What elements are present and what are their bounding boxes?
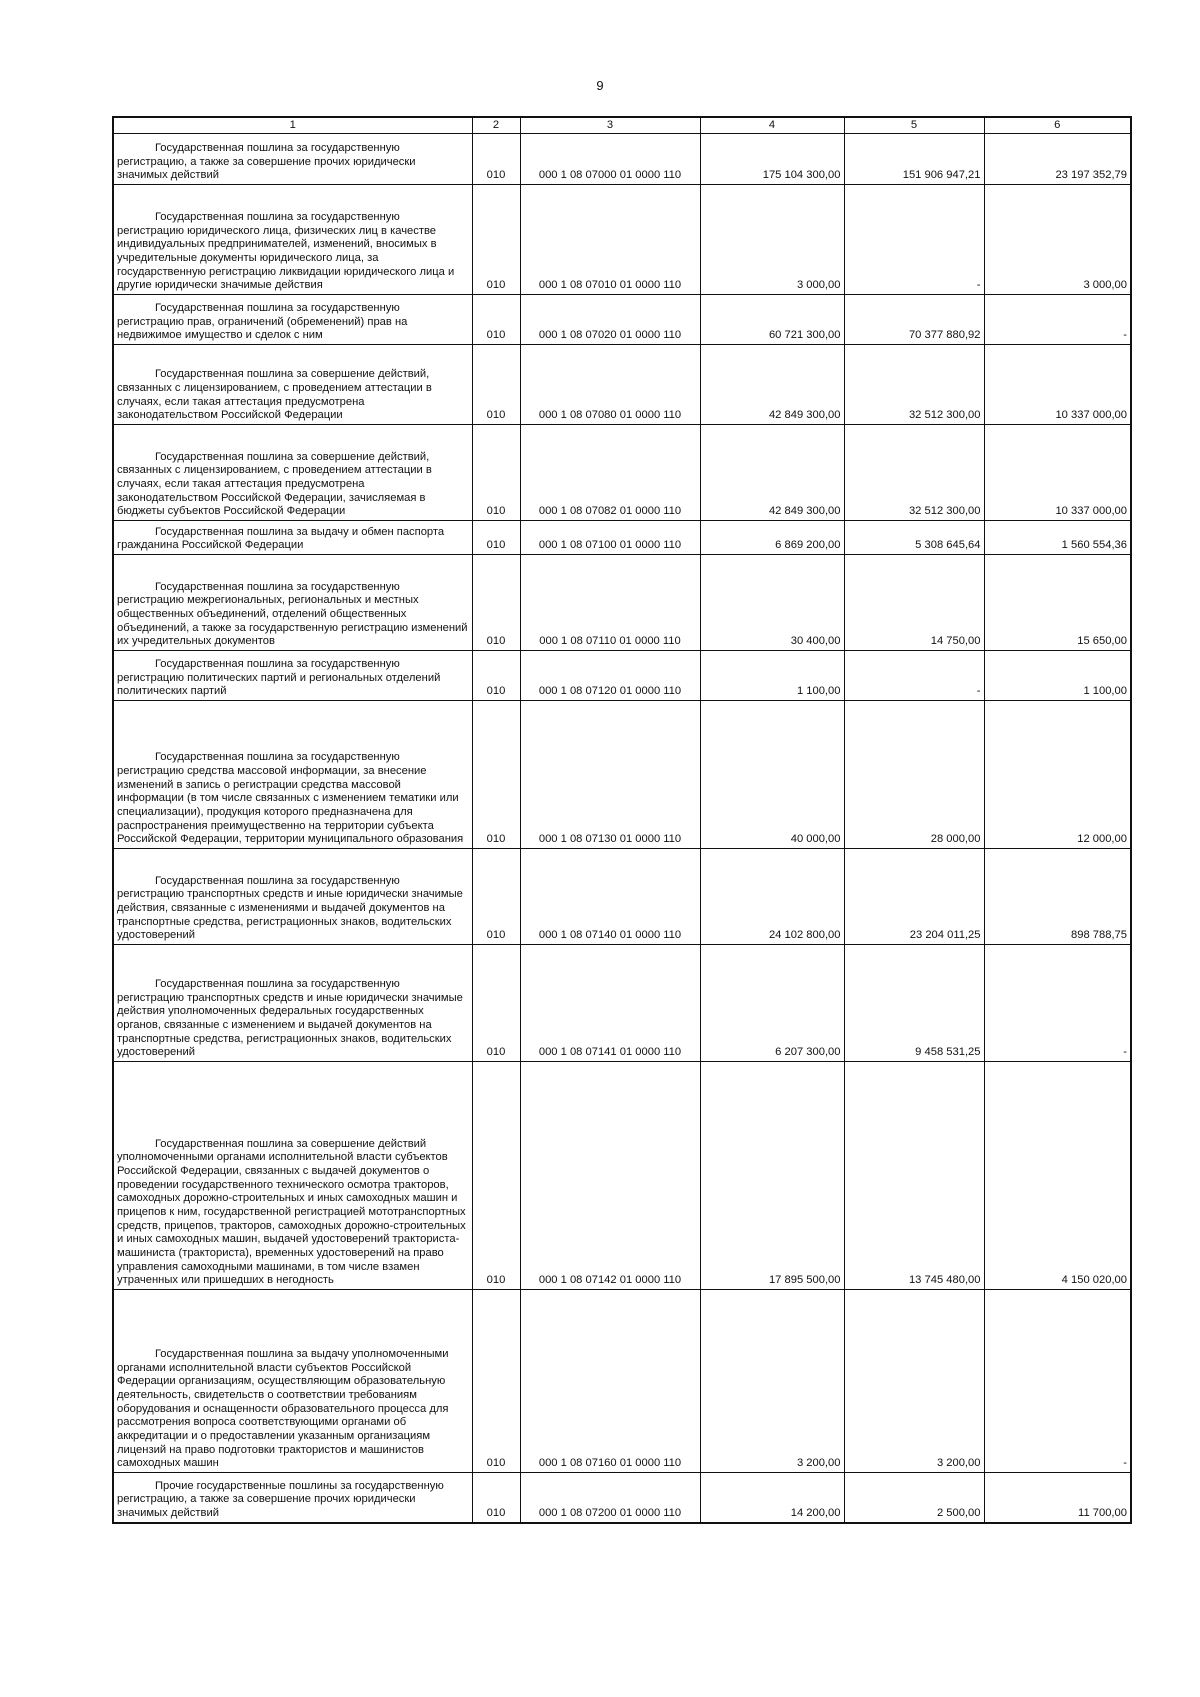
row-name-cell [113, 295, 472, 345]
row-col6-cell: 898 788,75 [984, 849, 1131, 945]
row-col6-cell: 1 100,00 [984, 651, 1131, 701]
table-row [113, 651, 1131, 701]
row-name-cell [113, 1290, 472, 1473]
row-col5-cell: 23 204 011,25 [844, 849, 984, 945]
row-col6-cell: 3 000,00 [984, 185, 1131, 295]
row-kbk-cell: 000 1 08 07120 01 0000 110 [520, 651, 700, 701]
row-name-text: Государственная пошлина за совершение действий, связанных с лицензированием, с проведением аттестации в случаях, если такая аттестация предусмотрена законодательством Российской Федерации [117, 368, 432, 422]
row-col4-cell: 17 895 500,00 [700, 1062, 844, 1290]
row-col4-cell: 14 200,00 [700, 1473, 844, 1523]
row-name-text: Государственная пошлина за государственную регистрацию, а также за совершение прочих юридически значимых действий [117, 142, 416, 182]
table-row [113, 1290, 1131, 1473]
row-kbk-cell: 000 1 08 07020 01 0000 110 [520, 295, 700, 345]
row-kbk-cell: 000 1 08 07082 01 0000 110 [520, 425, 700, 521]
column-header-6: 6 [984, 117, 1131, 134]
row-col5-cell: 5 308 645,64 [844, 521, 984, 555]
row-col5-cell: 14 750,00 [844, 555, 984, 651]
row-col6-cell: 15 650,00 [984, 555, 1131, 651]
column-header-5: 5 [844, 117, 984, 134]
row-name-cell [113, 1062, 472, 1290]
row-kbk-cell: 000 1 08 07110 01 0000 110 [520, 555, 700, 651]
table-row [113, 1062, 1131, 1290]
table-row [113, 1473, 1131, 1523]
row-col6-cell: - [984, 945, 1131, 1062]
row-name-text: Государственная пошлина за государственную регистрацию межрегиональных, региональных и местных общественных объединений, отделений общественных объединений, а также за государственную регистрацию изменений их учредительных документов [117, 580, 468, 648]
row-code-cell: 010 [472, 1290, 520, 1473]
row-name-cell [113, 945, 472, 1062]
row-code-cell: 010 [472, 185, 520, 295]
row-col4-cell: 6 207 300,00 [700, 945, 844, 1062]
row-kbk-cell: 000 1 08 07100 01 0000 110 [520, 521, 700, 555]
row-name-text: Государственная пошлина за совершение действий, связанных с лицензированием, с проведением аттестации в случаях, если такая аттестация предусмотрена законодательством Российской Федерации, зачисляемая в бюджеты субъектов Российской Федерации [117, 450, 432, 518]
column-header-2: 2 [472, 117, 520, 134]
row-kbk-cell: 000 1 08 07080 01 0000 110 [520, 345, 700, 425]
row-col4-cell: 6 869 200,00 [700, 521, 844, 555]
row-col6-cell: 10 337 000,00 [984, 425, 1131, 521]
table-row [113, 701, 1131, 849]
row-col5-cell: 9 458 531,25 [844, 945, 984, 1062]
table-row [113, 295, 1131, 345]
row-kbk-cell: 000 1 08 07000 01 0000 110 [520, 134, 700, 185]
row-kbk-cell: 000 1 08 07142 01 0000 110 [520, 1062, 700, 1290]
row-col4-cell: 42 849 300,00 [700, 425, 844, 521]
column-header-3: 3 [520, 117, 700, 134]
row-name-text: Государственная пошлина за государственную регистрацию юридического лица, физических лиц в качестве индивидуальных предпринимателей, изменений, вносимых в учредительные документы юридического лица, за государственную регистрацию ликвидации юридического лица и другие юридически значимые действия [117, 211, 455, 292]
row-col5-cell: 32 512 300,00 [844, 425, 984, 521]
row-name-text: Государственная пошлина за государственную регистрацию транспортных средств и иные юридически значимые действия уполномоченных федеральных государственных органов, связанные с изменением и выдачей документов на транспортные средства, регистрационных знаков, водительских удостоверений [117, 978, 463, 1059]
row-col6-cell: 1 560 554,36 [984, 521, 1131, 555]
row-name-cell [113, 521, 472, 555]
row-col4-cell: 24 102 800,00 [700, 849, 844, 945]
row-kbk-cell: 000 1 08 07160 01 0000 110 [520, 1290, 700, 1473]
row-name-cell [113, 651, 472, 701]
row-col4-cell: 30 400,00 [700, 555, 844, 651]
row-name-text: Государственная пошлина за государственную регистрацию средства массовой информации, за внесение изменений в запись о регистрации средства массовой информации (в том числе связанных с изменением тематики или специализации), продукция которого предназначена для распространения преимущественно на территории субъекта Российской Федерации, территории муниципального образования [117, 751, 464, 846]
row-code-cell: 010 [472, 521, 520, 555]
row-col6-cell: - [984, 1290, 1131, 1473]
row-name-cell [113, 425, 472, 521]
row-kbk-cell: 000 1 08 07141 01 0000 110 [520, 945, 700, 1062]
row-col5-cell: 151 906 947,21 [844, 134, 984, 185]
row-col5-cell: 2 500,00 [844, 1473, 984, 1523]
row-code-cell: 010 [472, 555, 520, 651]
column-header-1: 1 [113, 117, 472, 134]
row-kbk-cell: 000 1 08 07140 01 0000 110 [520, 849, 700, 945]
table-row [113, 521, 1131, 555]
row-col6-cell: 12 000,00 [984, 701, 1131, 849]
row-col6-cell: 11 700,00 [984, 1473, 1131, 1523]
table-row [113, 555, 1131, 651]
row-col5-cell: 28 000,00 [844, 701, 984, 849]
row-code-cell: 010 [472, 1473, 520, 1523]
row-name-cell [113, 555, 472, 651]
row-col4-cell: 3 200,00 [700, 1290, 844, 1473]
row-name-text: Государственная пошлина за выдачу уполномоченными органами исполнительной власти субъектов Российской Федерации организациям, осуществляющим образовательную деятельность, свидетельств о соответствии требованиям оборудования и оснащенности образовательного процесса для рассмотрения вопроса соответствующими органами об аккредитации и о предоставлении указанным организациям лицензий на право подготовки трактористов и машинистов самоходных машин [117, 1348, 449, 1470]
row-col6-cell: 23 197 352,79 [984, 134, 1131, 185]
table-row [113, 134, 1131, 185]
page-number: 9 [596, 78, 604, 93]
row-col4-cell: 42 849 300,00 [700, 345, 844, 425]
revenue-table [112, 116, 1132, 1524]
row-col5-cell: 70 377 880,92 [844, 295, 984, 345]
row-code-cell: 010 [472, 425, 520, 521]
row-col5-cell: - [844, 185, 984, 295]
row-col5-cell: 3 200,00 [844, 1290, 984, 1473]
row-col5-cell: 13 745 480,00 [844, 1062, 984, 1290]
row-name-cell [113, 134, 472, 185]
table-row [113, 849, 1131, 945]
row-code-cell: 010 [472, 134, 520, 185]
row-col4-cell: 175 104 300,00 [700, 134, 844, 185]
row-name-text: Государственная пошлина за государственную регистрацию прав, ограничений (обременений) прав на недвижимое имущество и сделок с ним [117, 302, 408, 342]
column-header-4: 4 [700, 117, 844, 134]
table-row [113, 185, 1131, 295]
row-name-cell [113, 701, 472, 849]
row-name-cell [113, 345, 472, 425]
row-col4-cell: 3 000,00 [700, 185, 844, 295]
row-name-text: Государственная пошлина за государственную регистрацию транспортных средств и иные юридически значимые действия, связанные с изменениями и выдачей документов на транспортные средства, регистрационных знаков, водительских удостоверений [117, 874, 463, 942]
row-code-cell: 010 [472, 295, 520, 345]
row-col6-cell: 10 337 000,00 [984, 345, 1131, 425]
row-code-cell: 010 [472, 1062, 520, 1290]
row-code-cell: 010 [472, 849, 520, 945]
row-col5-cell: - [844, 651, 984, 701]
table-row [113, 345, 1131, 425]
table-row [113, 425, 1131, 521]
table-header-row [113, 117, 1131, 134]
row-col6-cell: 4 150 020,00 [984, 1062, 1131, 1290]
row-col4-cell: 60 721 300,00 [700, 295, 844, 345]
row-name-text: Государственная пошлина за выдачу и обмен паспорта гражданина Российской Федерации [117, 525, 445, 552]
row-name-text: Государственная пошлина за совершение действий уполномоченными органами исполнительной власти субъектов Российской Федерации, связанных с выдачей документов о проведении государственного технического осмотра тракторов, самоходных дорожно-строительных и иных самоходных машин и прицепов к ним, государственной регистрацией мототранспортных средств, прицепов, тракторов, самоходных дорожно-строительных и иных самоходных машин, выдачей удостоверений тракториста-машиниста (тракториста), временных удостоверений на право управления самоходными машинами, в том числе взамен утраченных или пришедших в негодность [117, 1137, 466, 1287]
row-code-cell: 010 [472, 701, 520, 849]
table-row [113, 945, 1131, 1062]
row-col5-cell: 32 512 300,00 [844, 345, 984, 425]
row-code-cell: 010 [472, 651, 520, 701]
row-kbk-cell: 000 1 08 07200 01 0000 110 [520, 1473, 700, 1523]
row-kbk-cell: 000 1 08 07010 01 0000 110 [520, 185, 700, 295]
row-name-text: Государственная пошлина за государственную регистрацию политических партий и региональных отделений политических партий [117, 658, 441, 698]
row-col4-cell: 1 100,00 [700, 651, 844, 701]
row-col4-cell: 40 000,00 [700, 701, 844, 849]
row-name-text: Прочие государственные пошлины за государственную регистрацию, а также за совершение прочих юридически значимых действий [117, 1479, 444, 1519]
row-code-cell: 010 [472, 945, 520, 1062]
row-kbk-cell: 000 1 08 07130 01 0000 110 [520, 701, 700, 849]
row-code-cell: 010 [472, 345, 520, 425]
row-col6-cell: - [984, 295, 1131, 345]
row-name-cell [113, 1473, 472, 1523]
row-name-cell [113, 185, 472, 295]
row-name-cell [113, 849, 472, 945]
